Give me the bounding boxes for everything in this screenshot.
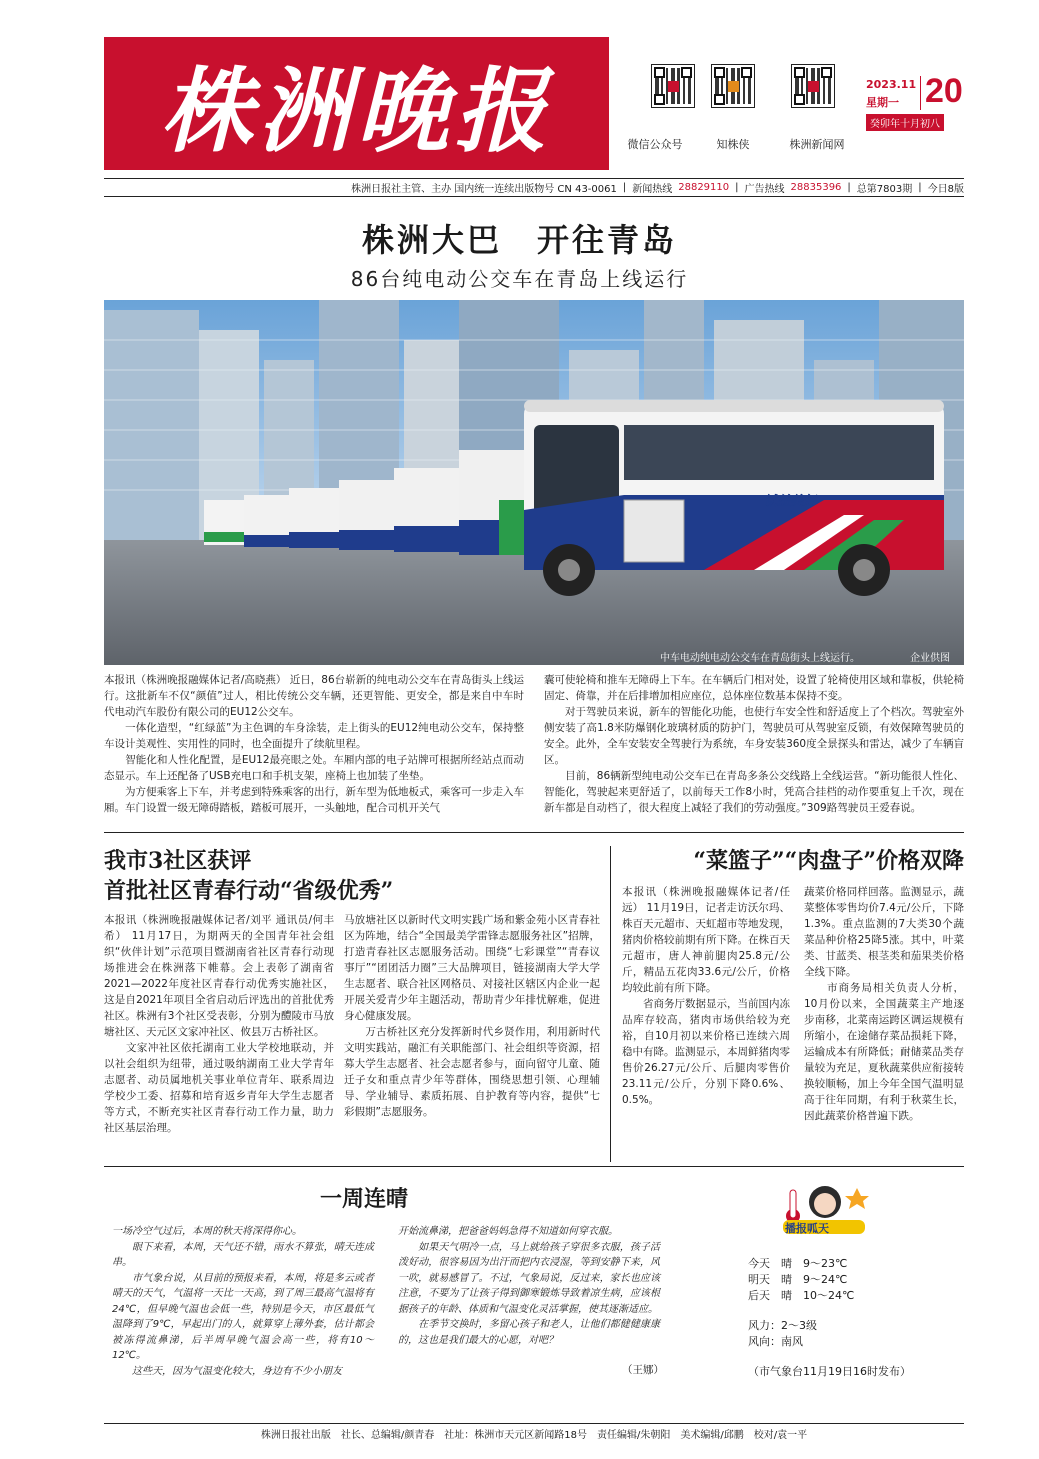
lead-subheadline: 86台纯电动公交车在青岛上线运行 <box>350 267 689 291</box>
lead-headline: 株洲大巴 开往青岛 <box>361 221 677 259</box>
community-headline-2: 首批社区青春行动“省级优秀” <box>104 878 394 904</box>
date-year-month: 2023.11 <box>866 78 917 91</box>
qr-code-icon <box>711 64 755 108</box>
qr-code-icon <box>651 64 695 108</box>
weather-column-logo <box>773 1182 873 1238</box>
lead-article-col1: 本报讯（株洲晚报融媒体记者/高晓燕） 近日，86台崭新的纯电动公交车在青岛街头上线运行。这批新车不仅“颜值”过人，相比传统公交车辆，还更智能、更安全，都是来自中车时代电动汽车股份有限公司的EU12公交车。 一体化造型，“红绿蓝”为主色调的车身涂装，走上街头的EU12纯电动公交车，保持整车设计美观性、实用性的同时，也全面提升了续航里程。 智能化和人性化配置，是EU12最亮眼之处。车厢内部的电子站牌可根据所经站点而动态显示。车上还配备了USB充电口和手机支架，座椅上也加装了坐垫。 为方便乘客上下车，并考虑到特殊乘客的出行，新车型为低地板式，乘客可一步走入车厢。车门设置一级无障碍踏板，踏板可展开，一头触地，配合司机开关气 <box>104 674 524 814</box>
prices-headline: “菜篮子”“肉盘子”价格双降 <box>693 848 964 874</box>
publication-info-bar: 株洲日报社主管、主办 国内统一连续出版物号 CN 43-0061 | 新闻热线 28829110 | 广告热线 28835396 | 总第7803期 | 今日8版 <box>104 178 964 197</box>
weather-article-col1: 一场冷空气过后，本周的秋天将深得你心。 眼下来看，本周，天气还不错，雨水不算张，晴天连成串。 市气象台说，从目前的预报来看，本周，将是多云或者晴天的天气，气温将一天比一天高，到了周三最高气温将有24℃，但早晚气温也会低一些，特别是今天，市区最低气温降到了9℃，早起出门的人，就算穿上薄外套，估计都会被冻得流鼻涕，后半周早晚气温会高一些，将有10～12℃。 这些天，因为气温变化较大，身边有不少小朋友 <box>112 1226 374 1377</box>
ad-hotline-label: 广告热线 <box>744 184 785 195</box>
issue-number: 总第7803期 <box>856 184 913 195</box>
weather-article-col2: 开始流鼻涕，把爸爸妈妈急得不知道如何穿衣服。 如果天气明冷一点，马上就给孩子穿很多衣服，孩子活泼好动，很容易因为出汗而把内衣浸湿，等到安静下来，风一吹，就易感冒了。不过，气象局说，反过来，家长也应该注意，不要为了让孩子得到御寒锻炼导致着凉生病，应该根据孩子的年龄、体质和气温变化灵活掌握，使其逐渐适应。 在季节交换时，多留心孩子和老人，让他们都健健康康的，这也是我们最大的心愿，对吧？ <box>398 1226 660 1346</box>
weather-column-name: 播报呱天 <box>785 1222 829 1235</box>
section-divider <box>104 832 964 833</box>
date-lunar: 癸卯年十月初八 <box>866 114 944 131</box>
qr-wechat[interactable] <box>633 64 695 108</box>
masthead-title: 株洲晚报 <box>160 56 553 165</box>
date-weekday: 星期一 <box>866 96 899 109</box>
wind-direction: 风向：南风 <box>748 1335 803 1348</box>
news-hotline: 28829110 <box>678 182 730 193</box>
qr-news-site[interactable] <box>773 64 835 108</box>
column-divider <box>610 846 611 1162</box>
community-headline-1: 我市3社区获评 <box>104 848 252 874</box>
qr-label-zhizhuxia: 知株侠 <box>716 138 750 151</box>
news-hotline-label: 新闻热线 <box>632 184 673 195</box>
publisher-info: 株洲日报社主管、主办 国内统一连续出版物号 CN 43-0061 <box>351 184 617 195</box>
community-article-col2: 马放塘社区以新时代文明实践广场和紫金苑小区青春社区为阵地，结合“全国最美学雷锋志愿服务社区”招牌，打造青春社区志愿服务活动。围绕“七彩课堂”“青春议事厅”“团团活力圈”三大品牌项目，链接湖南大学大学生志愿者、联合社区网格员、对接社区辖区内企业一起开展关爱青少年主题活动，帮助青少年排忧解难，促进身心健康发展。 万古桥社区充分发挥新时代乡贤作用，利用新时代文明实践站，融汇有关职能部门、社会组织等资源，招募大学生志愿者、社会志愿者参与，面向留守儿童、随迁子女和重点青少年等群体，围绕思想引领、心理辅导、学业辅导、素质拓展、自护教育等内容，提供“七彩假期”志愿服务。 <box>344 914 600 1118</box>
section-divider <box>104 1166 964 1167</box>
prices-article-col2: 蔬菜价格同样回落。监测显示，蔬菜整体零售均价7.4元/公斤，下降1.3%。重点监测的7大类30个蔬菜品种价格25降5涨。其中，叶菜类、甘蓝类、根茎类和茄果类价格全线下降。 市商务局相关负责人分析，10月份以来，全国蔬菜主产地逐步南移，北菜南运跨区调运规模有所缩小，在途储存菜品损耗下降，运输成本有所降低；耐储菜品类存量较为充足，夏秋蔬菜供应衔接转换较顺畅，加上今年全国气温明显高于往年同期，有利于秋菜生长，因此蔬菜价格普遍下跌。 <box>804 886 964 1122</box>
forecast-today: 今天 晴 9～23℃ <box>748 1257 848 1270</box>
page-footer: 株洲日报社出版 社长、总编辑/颜青春 社址：株洲市天元区新闻路18号 责任编辑/朱朝阳 美术编辑/邱鹏 校对/袁一平 <box>104 1423 964 1442</box>
weather-headline: 一周连晴 <box>320 1186 409 1212</box>
date-day: 20 <box>925 72 963 110</box>
qr-zhizhuxia[interactable] <box>693 64 755 108</box>
qr-code-icon <box>791 64 835 108</box>
page-count: 今日8版 <box>927 184 964 195</box>
wind-force: 风力：2～3级 <box>748 1319 817 1332</box>
photo-caption: 中车电动纯电动公交车在青岛街头上线运行。 <box>660 653 860 664</box>
bus-photo-illustration <box>104 300 964 665</box>
forecast-source: （市气象台11月19日16时发布） <box>748 1365 911 1378</box>
lead-article-col2: 囊可使轮椅和推车无障碍上下车。在车辆后门相对处，设置了轮椅使用区域和靠板，供轮椅固定、倚靠，并在后排增加相应座位，总体座位数基本保持不变。 对于驾驶员来说，新车的智能化功能，也使行车安全性和舒适度上了个档次。驾驶室外侧安装了高1.8米防爆钢化玻璃材质的防护门，驾驶员可从驾驶室反锁，有效保障驾驶员的安全。此外，全车安装安全驾驶行为系统，车身安装360度全景探头和雷达，减少了车辆盲区。 目前，86辆新型纯电动公交车已在青岛多条公交线路上全线运营。“新功能很人性化、智能化，驾驶起来更舒适了，以前每天工作8小时，凭高合挂档的动作要重复上千次，现在新车都是自动档了，很大程度上减轻了我们的劳动强度。”309路驾驶员王爱春说。 <box>544 674 964 814</box>
prices-article-col1: 本报讯（株洲晚报融媒体记者/任远） 11月19日，记者走访沃尔玛、株百天元超市、天虹超市等地发现，猪肉价格较前期有所下降。在株百天元超市，唐人神前腿肉25.8元/公斤，精品五花肉33.6元/公斤，价格均较此前有所下降。 省商务厅数据显示，当前国内冻品库存较高，猪肉市场供给较为充裕，自10月初以来价格已连续六周稳中有降。监测显示，本周鲜猪肉零售价26.27元/公斤、后腿肉零售价23.11元/公斤，分别下降0.6%、0.5%。 <box>622 886 790 1106</box>
forecast-day-after: 后天 晴 10～24℃ <box>748 1289 855 1302</box>
lead-photo[interactable] <box>104 300 964 665</box>
ad-hotline: 28835396 <box>790 182 842 193</box>
bus-slogan: 诚益美好 <box>764 494 817 509</box>
qr-label-wechat: 微信公众号 <box>627 138 683 151</box>
community-article-col1: 本报讯（株洲晚报融媒体记者/刘平 通讯员/何丰希） 11月17日，为期两天的全国青年社会组织“伙伴计划”示范项目暨湖南省社区青春行动现场推进会在株洲落下帷幕。会上表彰了湖南省2021—2022年度社区青春行动优秀实施社区，这是自2021年项目全省启动后评选出的首批优秀社区。株洲有3个社区受表彰，分别为醴陵市马放塘社区、天元区文家冲社区、攸县万古桥社区。 文家冲社区依托湖南工业大学校地联动，并以社会组织为纽带，通过吸纳湖南工业大学青年志愿者、动员属地机关事业单位青年、联系周边学校少工委、招募和培育返乡青年大学生志愿者等方式，不断充实社区青春行动工作力量，助力社区基层治理。 <box>104 914 334 1134</box>
photo-credit: 企业供图 <box>910 653 950 664</box>
weather-author: （王娜） <box>622 1364 664 1376</box>
qr-label-news-site: 株洲新闻网 <box>789 138 845 151</box>
date-divider <box>920 76 921 110</box>
masthead <box>104 37 609 170</box>
forecast-tomorrow: 明天 晴 9～24℃ <box>748 1273 848 1286</box>
